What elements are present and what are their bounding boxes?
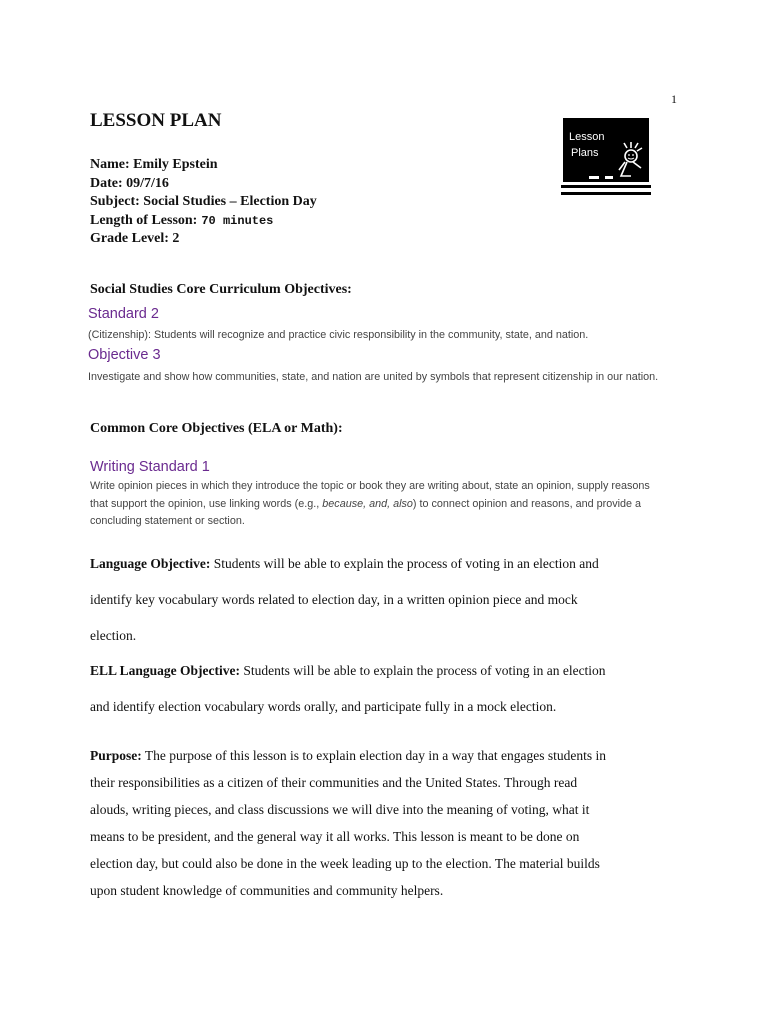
purpose-line1: The purpose of this lesson is to explain election day in a way that engages students in — [141, 748, 607, 763]
language-objective-label: Language Objective: — [90, 556, 211, 571]
purpose-label: Purpose: — [90, 748, 142, 763]
purpose-line6: upon student knowledge of communities and community helpers. — [90, 882, 444, 898]
logo-line1: Lesson — [569, 131, 605, 143]
date-value: 09/7/16 — [126, 175, 169, 191]
language-objective-line2: identify key vocabulary words related to election day, in a written opinion piece and mock — [90, 591, 578, 607]
name-label: Name: — [90, 157, 130, 172]
language-objective-line1: Students will be able to explain the process of voting in an election and — [210, 556, 599, 571]
page-title: LESSON PLAN — [90, 110, 222, 131]
subject-value: Social Studies – Election Day — [143, 194, 317, 209]
name-value: Emily Epstein — [133, 157, 218, 172]
purpose-line4: means to be president, and the general way it all works. This lesson is meant to be done on — [90, 828, 580, 844]
objective-title: Objective 3 — [88, 347, 161, 363]
language-objective — [90, 546, 690, 653]
purpose-line3: alouds, writing pieces, and class discussions we will dive into the meaning of voting, what it — [90, 801, 590, 817]
meta-subject-row — [90, 193, 317, 212]
meta-grade-row — [90, 230, 317, 249]
writing-standard-title: Writing Standard 1 — [90, 459, 210, 475]
standard-text: (Citizenship): Students will recognize and practice civic responsibility in the community, state, and nation. — [88, 329, 589, 341]
writing-line-1: Write opinion pieces in which they introduce the topic or book they are writing about, state an opinion, supply reasons — [90, 480, 650, 492]
objective-text: Investigate and show how communities, state, and nation are united by symbols that represent citizenship in our nation. — [88, 371, 659, 383]
lesson-meta — [90, 156, 317, 249]
ell-objective-line2: and identify election vocabulary words orally, and participate fully in a mock election. — [90, 698, 557, 714]
purpose-line2: their responsibilities as a citizen of their communities and the United States. Through read — [90, 774, 578, 790]
writing-line-2b: ) to connect opinion and reasons, and provide a — [412, 497, 642, 510]
writing-line-3: concluding statement or section. — [90, 515, 245, 527]
ell-objective-label: ELL Language Objective: — [90, 663, 241, 678]
logo-line2: Plans — [571, 147, 599, 159]
language-objective-line3: election. — [90, 627, 137, 643]
ell-language-objective — [90, 653, 690, 725]
purpose-line5: election day, but could also be done in the week leading up to the election. The material builds — [90, 855, 600, 871]
date-label: Date: — [90, 175, 123, 191]
grade-value: 2 — [172, 231, 180, 246]
meta-date-row — [90, 175, 317, 194]
meta-length-row — [90, 212, 317, 231]
writing-standard-text — [90, 478, 650, 531]
cc-objectives-heading: Common Core Objectives (ELA or Math): — [90, 421, 343, 436]
writing-line-2a: that support the opinion, use linking words (e.g., — [90, 497, 323, 510]
subject-label: Subject: — [90, 194, 140, 209]
page-number: 1 — [671, 92, 677, 106]
lesson-plans-logo — [561, 118, 651, 198]
meta-name-row — [90, 156, 317, 175]
length-label: Length of Lesson: — [90, 212, 198, 228]
writing-line-2 — [90, 496, 650, 514]
ss-objectives-heading: Social Studies Core Curriculum Objectives: — [90, 282, 352, 297]
standard-title: Standard 2 — [88, 306, 159, 322]
length-value: 70 minutes — [201, 213, 274, 228]
writing-line-2-emphasis: because, and, also — [322, 497, 413, 510]
grade-label: Grade Level: — [90, 231, 169, 246]
purpose-paragraph — [90, 743, 690, 904]
ell-objective-line1: Students will be able to explain the process of voting in an election — [240, 663, 606, 678]
